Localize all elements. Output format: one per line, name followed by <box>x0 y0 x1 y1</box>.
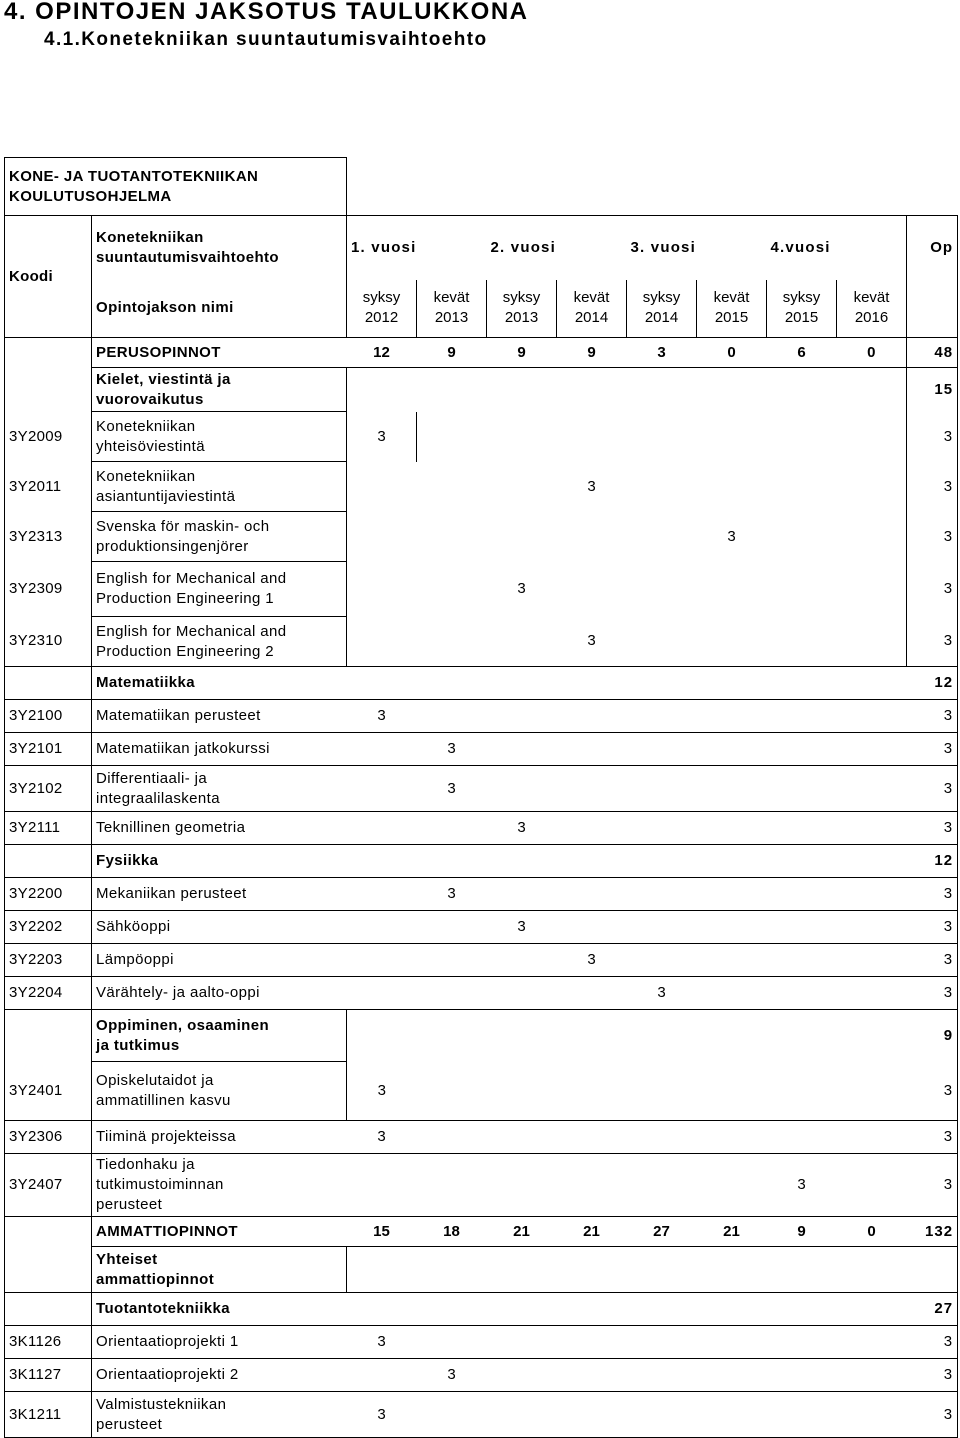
course-value: 3 <box>347 1121 417 1154</box>
course-name: English for Mechanical and Production Engineering 1 <box>92 562 347 617</box>
perusopinnot-value: 3 <box>627 338 697 368</box>
course-value: 3 <box>417 878 487 911</box>
course-name: Lämpöoppi <box>92 944 347 977</box>
course-code: 3Y2102 <box>5 766 92 812</box>
course-code: 3Y2203 <box>5 944 92 977</box>
course-op: 3 <box>907 1062 958 1121</box>
section-label: Oppiminen, osaaminen ja tutkimus <box>92 1010 347 1062</box>
course-code: 3Y2309 <box>5 562 92 617</box>
course-code: 3Y2200 <box>5 878 92 911</box>
course-code: 3K1127 <box>5 1359 92 1392</box>
course-name: Tiedonhaku ja tutkimustoiminnan perusteet <box>92 1154 347 1217</box>
course-name: Teknillinen geometria <box>92 812 347 845</box>
table-row <box>5 977 958 1010</box>
course-op: 3 <box>907 977 958 1010</box>
table-row <box>5 1359 958 1392</box>
course-op: 3 <box>907 462 958 512</box>
header-year-4: 4.vuosi <box>767 216 907 280</box>
course-name: Svenska för maskin- och produktionsingenjörer <box>92 512 347 562</box>
ammattiopinnot-row <box>5 1217 958 1247</box>
perusopinnot-value: 9 <box>417 338 487 368</box>
course-op: 3 <box>907 944 958 977</box>
table-row <box>5 562 958 617</box>
course-op: 3 <box>907 733 958 766</box>
course-name: English for Mechanical and Production Engineering 2 <box>92 617 347 667</box>
section-fysiikka <box>5 845 958 878</box>
course-value: 3 <box>557 944 627 977</box>
ammattiopinnot-total: 132 <box>907 1217 958 1247</box>
course-code: 3K1211 <box>5 1392 92 1438</box>
course-code: 3Y2011 <box>5 462 92 512</box>
section-label: Fysiikka <box>92 845 907 878</box>
course-value: 3 <box>557 617 627 667</box>
course-op: 3 <box>907 878 958 911</box>
semester-cell: syksy 2015 <box>767 280 837 338</box>
table-row <box>5 512 958 562</box>
header-year-3: 3. vuosi <box>627 216 767 280</box>
table-row <box>5 733 958 766</box>
perusopinnot-label: PERUSOPINNOT <box>92 338 347 368</box>
course-op: 3 <box>907 512 958 562</box>
course-name: Mekaniikan perusteet <box>92 878 347 911</box>
perusopinnot-value: 9 <box>557 338 627 368</box>
course-op: 3 <box>907 911 958 944</box>
course-code: 3Y2100 <box>5 700 92 733</box>
section-yhteiset <box>5 1247 958 1293</box>
table-row <box>5 412 958 462</box>
header-course-name: Opintojakson nimi <box>92 280 347 338</box>
course-schedule-table <box>4 157 958 1438</box>
course-name: Tiiminä projekteissa <box>92 1121 347 1154</box>
table-row <box>5 1062 958 1121</box>
table-row <box>5 1326 958 1359</box>
table-row <box>5 462 958 512</box>
header-koodi: Koodi <box>5 216 92 338</box>
ammattiopinnot-value: 9 <box>767 1217 837 1247</box>
course-op: 3 <box>907 1359 958 1392</box>
page-title: 4. OPINTOJEN JAKSOTUS TAULUKKONA <box>4 0 529 25</box>
course-code: 3Y2310 <box>5 617 92 667</box>
course-name: Orientaatioprojekti 2 <box>92 1359 347 1392</box>
section-total: 27 <box>907 1293 958 1326</box>
section-label: Tuotantotekniikka <box>92 1293 907 1326</box>
course-op: 3 <box>907 812 958 845</box>
course-value: 3 <box>347 1326 417 1359</box>
section-total: 15 <box>907 368 958 412</box>
course-op: 3 <box>907 617 958 667</box>
header-year-1: 1. vuosi <box>347 216 487 280</box>
table-row <box>5 1154 958 1217</box>
course-name: Matematiikan perusteet <box>92 700 347 733</box>
page-subtitle: 4.1.Konetekniikan suuntautumisvaihtoehto <box>44 29 488 50</box>
course-code: 3Y2313 <box>5 512 92 562</box>
section-matematiikka <box>5 667 958 700</box>
table-row <box>5 700 958 733</box>
perusopinnot-value: 6 <box>767 338 837 368</box>
course-op: 3 <box>907 1154 958 1217</box>
course-code: 3Y2202 <box>5 911 92 944</box>
table-row <box>5 911 958 944</box>
table-row <box>5 1121 958 1154</box>
course-value: 3 <box>627 977 697 1010</box>
course-value: 3 <box>767 1154 837 1217</box>
table-row <box>5 766 958 812</box>
course-name: Sähköoppi <box>92 911 347 944</box>
semester-cell: syksy 2013 <box>487 280 557 338</box>
course-value: 3 <box>347 1062 417 1121</box>
perusopinnot-value: 0 <box>837 338 907 368</box>
ammattiopinnot-value: 18 <box>417 1217 487 1247</box>
perusopinnot-value: 0 <box>697 338 767 368</box>
section-tuotantotekniikka <box>5 1293 958 1326</box>
course-code: 3Y2407 <box>5 1154 92 1217</box>
ammattiopinnot-value: 21 <box>697 1217 767 1247</box>
ammattiopinnot-value: 27 <box>627 1217 697 1247</box>
course-value: 3 <box>347 700 417 733</box>
course-name: Konetekniikan yhteisöviestintä <box>92 412 347 462</box>
section-label: Matematiikka <box>92 667 907 700</box>
header-row-semesters <box>5 280 958 338</box>
course-op: 3 <box>907 766 958 812</box>
table-row <box>5 1392 958 1438</box>
course-value: 3 <box>347 1392 417 1438</box>
ammattiopinnot-value: 0 <box>837 1217 907 1247</box>
table-row <box>5 617 958 667</box>
course-op: 3 <box>907 700 958 733</box>
section-label: Yhteiset ammattiopinnot <box>92 1247 347 1293</box>
course-op: 3 <box>907 1392 958 1438</box>
course-value: 3 <box>587 477 596 495</box>
header-branch: Konetekniikan suuntautumisvaihtoehto <box>92 216 347 280</box>
semester-cell: kevät 2013 <box>417 280 487 338</box>
course-name: Konetekniikan asiantuntijaviestintä <box>92 462 347 512</box>
header-year-2: 2. vuosi <box>487 216 627 280</box>
course-code: 3Y2306 <box>5 1121 92 1154</box>
ammattiopinnot-value: 21 <box>557 1217 627 1247</box>
course-code: 3Y2101 <box>5 733 92 766</box>
course-code: 3K1126 <box>5 1326 92 1359</box>
program-title-row <box>5 158 958 216</box>
course-name: Orientaatioprojekti 1 <box>92 1326 347 1359</box>
section-kielet <box>5 368 958 412</box>
course-code: 3Y2401 <box>5 1062 92 1121</box>
header-row-years <box>5 216 958 280</box>
table-row <box>5 812 958 845</box>
perusopinnot-value: 12 <box>347 338 417 368</box>
semester-cell: kevät 2014 <box>557 280 627 338</box>
course-name: Opiskelutaidot ja ammatillinen kasvu <box>92 1062 347 1121</box>
course-op: 3 <box>907 1121 958 1154</box>
course-value: 3 <box>417 766 487 812</box>
course-value: 3 <box>517 580 526 597</box>
semester-cell: syksy 2014 <box>627 280 697 338</box>
course-value: 3 <box>487 911 557 944</box>
perusopinnot-total: 48 <box>907 338 958 368</box>
course-value: 3 <box>727 527 736 545</box>
program-title: KONE- JA TUOTANTOTEKNIIKAN KOULUTUSOHJELMA <box>5 158 347 216</box>
course-code: 3Y2009 <box>5 412 92 462</box>
course-op: 3 <box>907 1326 958 1359</box>
course-name: Valmistustekniikan perusteet <box>92 1392 347 1438</box>
course-name: Differentiaali- ja integraalilaskenta <box>92 766 347 812</box>
course-value: 3 <box>347 412 417 462</box>
semester-cell: kevät 2016 <box>837 280 907 338</box>
section-total: 12 <box>907 667 958 700</box>
section-label: Kielet, viestintä ja vuorovaikutus <box>92 368 347 412</box>
semester-cell: kevät 2015 <box>697 280 767 338</box>
ammattiopinnot-label: AMMATTIOPINNOT <box>92 1217 347 1247</box>
ammattiopinnot-value: 21 <box>487 1217 557 1247</box>
course-value: 3 <box>417 733 487 766</box>
course-op: 3 <box>907 562 958 617</box>
header-op: Op <box>907 216 958 280</box>
course-value: 3 <box>487 812 557 845</box>
course-op: 3 <box>907 412 958 462</box>
course-name: Värähtely- ja aalto-oppi <box>92 977 347 1010</box>
section-total: 12 <box>907 845 958 878</box>
course-value: 3 <box>417 1359 487 1392</box>
table-row <box>5 878 958 911</box>
section-oppiminen <box>5 1010 958 1062</box>
table-row <box>5 944 958 977</box>
course-code: 3Y2204 <box>5 977 92 1010</box>
section-total: 9 <box>907 1010 958 1062</box>
semester-cell: syksy 2012 <box>347 280 417 338</box>
ammattiopinnot-value: 15 <box>347 1217 417 1247</box>
perusopinnot-row <box>5 338 958 368</box>
perusopinnot-value: 9 <box>487 338 557 368</box>
course-name: Matematiikan jatkokurssi <box>92 733 347 766</box>
course-code: 3Y2111 <box>5 812 92 845</box>
